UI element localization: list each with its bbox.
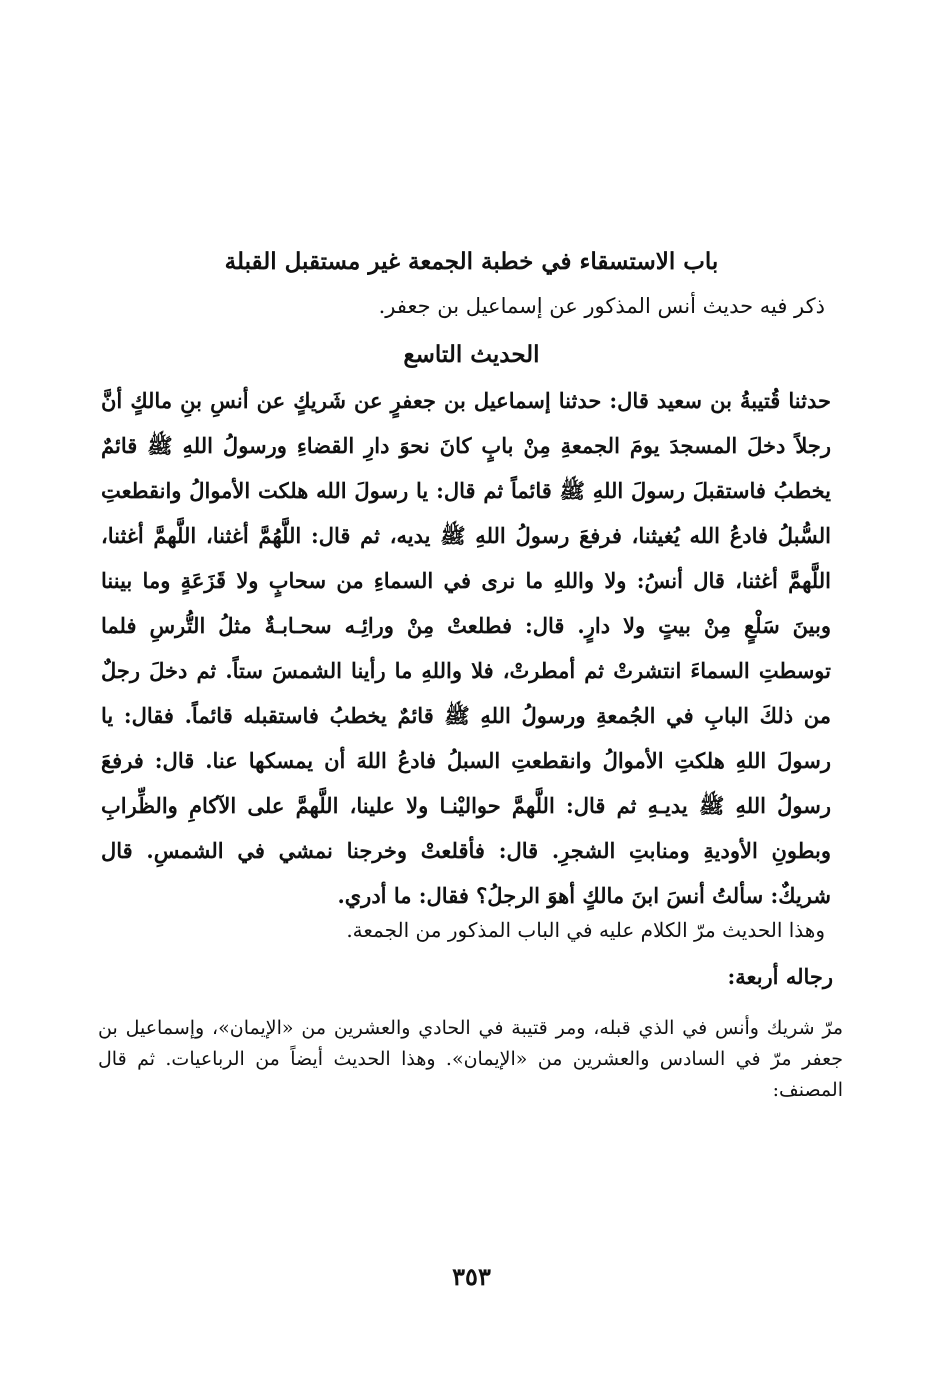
hadith-text: حدثنا قُتيبةُ بن سعيد قال: حدثنا إسماعيل بن جعفرٍ عن شَريكٍ عن أنسِ بنِ مالكٍ أنَّ رجلاً دخلَ المسجدَ يومَ الجمعةِ مِنْ بابٍ كانَ نحوَ دارِ القضاءِ ورسولُ اللهِ ﷺ قائمٌ يخطبُ فاستقبلَ رسولَ اللهِ ﷺ قائماً ثم قال: يا رسولَ الله هلكت الأموالُ وانقطعتِ السُّبلُ فادعُ الله يُغيثنا، فرفعَ رسولُ اللهِ ﷺ يديه، ثم قال: اللَّهُمَّ أغثنا، اللَّهمَّ أغثنا، اللَّهمَّ أغثنا، قال أنسُ: ولا واللهِ ما نرى في السماءِ من سحابٍ ولا قَزَعَةٍ وما بيننا وبينَ سَلْعٍ مِنْ بيتٍ ولا دارٍ. قال: فطلعتْ مِنْ ورائِـه سحـابـةٌ مثلُ التُّرسِ فلما توسطتِ السماءَ انتشرتْ ثم أمطرتْ، فلا واللهِ ما رأينا الشمسَ ستاً. ثم دخلَ رجلٌ من ذلكَ البابِ في الجُمعةِ ورسولُ اللهِ ﷺ قائمٌ يخطبُ فاستقبله قائماً. فقال: يا رسولَ اللهِ هلكتِ الأموالُ وانقطعتِ السبلُ فادعُ اللهَ أن يمسكها عنا. قال: فرفعَ رسولُ اللهِ ﷺ يديـهِ ثم قال: اللَّهمَّ حواليْنـا ولا علينا، اللَّهمَّ على الآكامِ والظِّرابِ وبطونِ الأوديةِ ومنابتِ الشجرِ. قال: فأقلعتْ وخرجنا نمشي في الشمسِ. قال شريكٌ: سألتُ أنسَ ابنَ مالكٍ أهوَ الرجلُ؟ فقال: ما أدري. [101, 388, 831, 908]
narrators-paragraph: مرّ شريك وأنس في الذي قبله، ومر قتيبة في الحادي والعشرين من «الإيمان»، وإسماعيل بن جعفر مرّ في السادس والعشرين من «الإيمان». وهذا الحديث أيضاً من الرباعيات. ثم قال المصنف: [98, 1017, 843, 1101]
intro-line: ذكر فيه حديث أنس المذكور عن إسماعيل بن جعفر. [378, 294, 825, 318]
chapter-title: باب الاستسقاء في خطبة الجمعة غير مستقبل القبلة [224, 248, 719, 275]
narrators-heading: رجاله أربعة: [727, 964, 833, 989]
commentary-paragraph: وهذا الحديث مرّ الكلام عليه في الباب المذكور من الجمعة. [346, 918, 825, 942]
hadith-title: الحديث التاسع [403, 341, 540, 368]
page-number: ٣٥٣ [452, 1262, 491, 1291]
